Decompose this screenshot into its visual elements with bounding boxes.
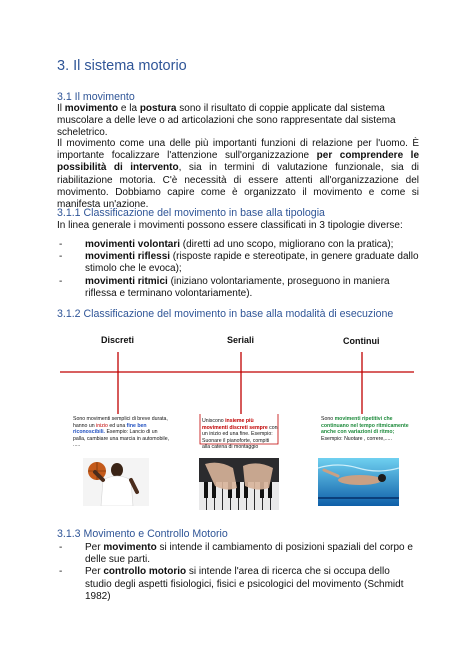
piano-hands-image [199,458,279,510]
controllo-motorio-list [57,542,419,603]
desc-continui: Sono movimenti ripetitivi che continuano nel tempo ritmicamente anche con variazioni di ritmo; Esempio: Nuotare , correre,..... [321,416,409,442]
desc-seriali: Uniscono insieme più movimenti discreti sempre con un inizio ed una fine. Esempio: Suonare il pianoforte, compiti alla catena di montaggio [202,418,278,451]
section-title-3-1: 3.1 Il movimento [57,91,135,103]
chapter-heading: 3. Il sistema motorio [57,58,187,74]
list-item: - movimenti ritmici (iniziano volontariamente, proseguono in maniera riflessa e terminano volontariamente). [59,275,390,299]
label-seriali: Seriali [227,335,255,345]
paragraph-movimento-postura: Il movimento e la postura sono il risultato di coppie applicate dal sistema muscolare a delle leve o ad articolazioni che sono rappresentate dal sistema scheletrico. [57,103,396,139]
section-title-3-1-3: 3.1.3 Movimento e Controllo Motorio [57,528,228,540]
list-item: - Per movimento si intende il cambiamento di posizioni spaziali del corpo e delle sue parti. [59,542,413,566]
list-item-text: Per controllo motorio si intende l'area di ricerca che si occupa dello studio degli aspetti fisiologici, fisici e psicologici del movimento (Schmidt 1982) [85,566,404,602]
section-title-3-1-2: 3.1.2 Classificazione del movimento in base alla modalità di esecuzione [57,308,394,320]
label-discreti: Discreti [101,335,135,345]
desc-discreti: Sono movimenti semplici di breve durata, hanno un inizio ed una fine ben riconoscibili. Esempio: Lancio di un palla, cambiare una marcia in automobile, ..... [73,416,170,449]
tipologia-intro: In linea generale i movimenti possono essere classificati in 3 tipologie diverse: [57,220,403,231]
list-item-text: Per movimento si intende il cambiamento di posizioni spaziali del corpo e delle sue parti. [85,542,413,566]
list-item: - movimenti riflessi (risposte rapide e stereotipate, in genere graduate dallo stimolo che le evoca); [59,251,419,275]
paragraph-funzioni-relazione: Il movimento come una delle più importanti funzioni di relazione per l'uomo. È importante focalizzare l'attenzione sull'organizzazione per comprendere le possibilità di intervento, sia in termini di valutazione funzionale, sia di riabilitazione motoria. C'è necessità di essere attenti all'organizzazione del movimento. Dobbiamo capire come è organizzato il movimento e come si manifesta un'azione. [57,138,420,211]
basketball-player-image [83,458,149,506]
swimmer-image [318,458,399,506]
section-title-3-1-1: 3.1.1 Classificazione del movimento in base alla tipologia [57,207,325,219]
label-continui: Continui [343,336,380,346]
list-item: - movimenti volontari (diretti ad uno scopo, migliorano con la pratica); [59,239,394,250]
list-item: - Per controllo motorio si intende l'area di ricerca che si occupa dello studio degli aspetti fisiologici, fisici e psicologici del movimento (Schmidt 1982) [59,566,404,602]
